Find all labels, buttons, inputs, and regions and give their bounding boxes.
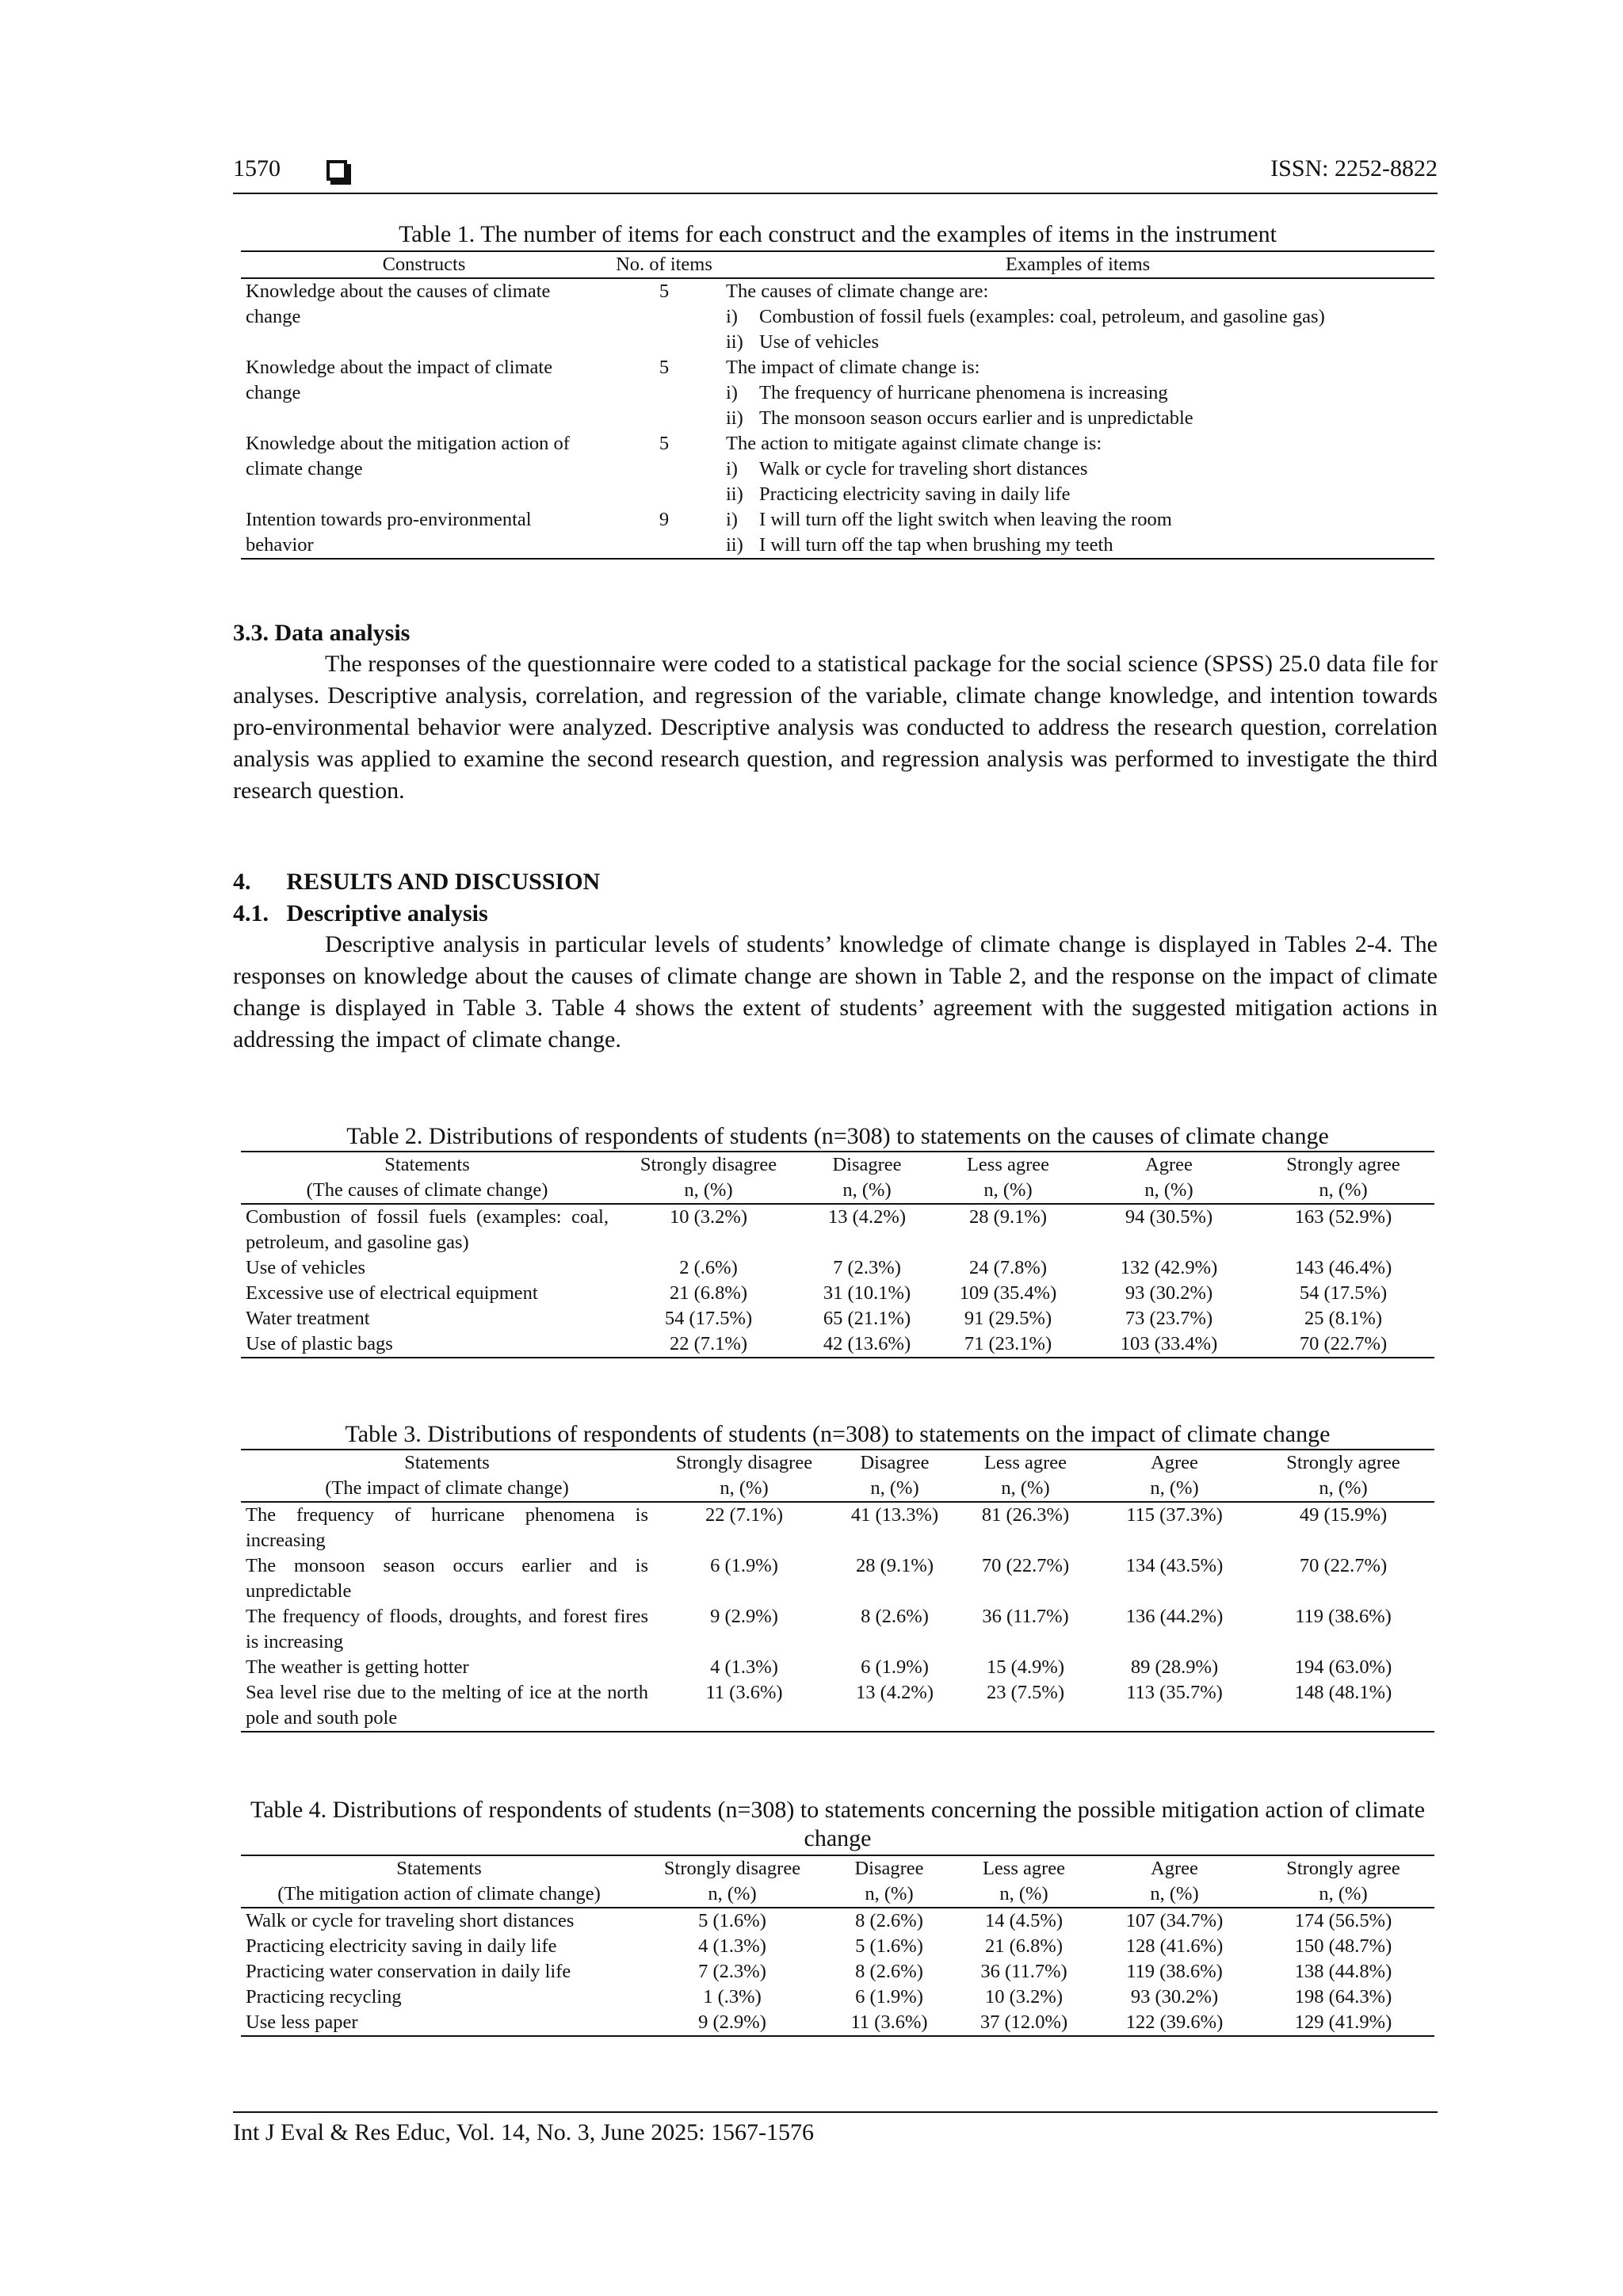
table1-header-items: No. of items bbox=[607, 251, 721, 278]
table1-item-count: 5 bbox=[659, 433, 670, 454]
table1-example-number: ii) bbox=[726, 331, 743, 353]
table2-subheader: n, (%) bbox=[930, 1178, 1086, 1204]
table2-subheader: (The causes of climate change) bbox=[241, 1178, 613, 1204]
table3-row bbox=[241, 1553, 1434, 1604]
table2-statement: Excessive use of electrical equipment bbox=[246, 1282, 538, 1304]
table3-row bbox=[241, 1655, 1434, 1680]
table1-example-item bbox=[726, 507, 1430, 533]
table1-example-number: ii) bbox=[726, 407, 743, 429]
table3-cell: 36 (11.7%) bbox=[982, 1606, 1069, 1627]
square-icon bbox=[327, 160, 347, 181]
table3-cell: 136 (44.2%) bbox=[1125, 1606, 1224, 1627]
table2-subheader: n, (%) bbox=[804, 1178, 930, 1204]
table2-cell: 109 (35.4%) bbox=[959, 1282, 1057, 1304]
section-4-1-heading: 4.1. Descriptive analysis bbox=[233, 900, 488, 926]
table2-cell: 103 (33.4%) bbox=[1086, 1331, 1252, 1358]
table1 bbox=[241, 250, 1434, 560]
table1-construct: Intention towards pro-environmental behavior bbox=[241, 507, 607, 559]
table3-statement: The weather is getting hotter bbox=[246, 1656, 469, 1678]
table2-cell: 42 (13.6%) bbox=[804, 1331, 930, 1358]
issn: ISSN: 2252-8822 bbox=[1270, 155, 1438, 181]
table2-cell: 94 (30.5%) bbox=[1125, 1206, 1213, 1228]
table2-header: Agree bbox=[1086, 1152, 1252, 1178]
table4-subheader: (The mitigation action of climate change) bbox=[241, 1881, 637, 1908]
table4-caption: Table 4. Distributions of respondents of students (n=308) to statements concerning the possible mitigation action of climate change bbox=[250, 1797, 1426, 1851]
table4-row bbox=[241, 1959, 1434, 1985]
table3-subheader: n, (%) bbox=[1252, 1476, 1434, 1502]
table4-cell: 128 (41.6%) bbox=[1125, 1935, 1224, 1957]
table2-row bbox=[241, 1281, 1434, 1306]
page-number: 1570 bbox=[233, 155, 281, 181]
table4-header: Strongly disagree bbox=[637, 1855, 827, 1881]
table2-cell: 54 (17.5%) bbox=[664, 1308, 753, 1329]
table1-example-number: i) bbox=[726, 382, 738, 403]
table4 bbox=[241, 1855, 1434, 2037]
table3-cell: 15 (4.9%) bbox=[987, 1656, 1064, 1678]
table2-cell: 21 (6.8%) bbox=[670, 1282, 747, 1304]
table3-subheader: (The impact of climate change) bbox=[241, 1476, 653, 1502]
table2-cell: 163 (52.9%) bbox=[1294, 1206, 1392, 1228]
table3-row bbox=[241, 1680, 1434, 1732]
table1-example-number: i) bbox=[726, 306, 738, 327]
table3-subheader: n, (%) bbox=[954, 1476, 1097, 1502]
table1-example-item bbox=[726, 406, 1430, 431]
table1-header-examples: Examples of items bbox=[721, 251, 1434, 278]
table2-statement: Combustion of fossil fuels (examples: coal, petroleum, and gasoline gas) bbox=[246, 1206, 609, 1253]
table1-examples-intro: The action to mitigate against climate change is: bbox=[726, 433, 1102, 454]
table4-header: Agree bbox=[1097, 1855, 1252, 1881]
table4-statement: Use less paper bbox=[241, 2010, 637, 2036]
table4-row bbox=[241, 1908, 1434, 1934]
table4-subheader: n, (%) bbox=[951, 1881, 1097, 1908]
table3-row bbox=[241, 1604, 1434, 1655]
section-3-3-heading: 3.3. Data analysis bbox=[233, 620, 411, 646]
table1-construct: Knowledge about the mitigation action of climate change bbox=[246, 433, 570, 479]
table2-cell: 10 (3.2%) bbox=[670, 1206, 747, 1228]
table3-cell: 9 (2.9%) bbox=[710, 1606, 778, 1627]
table1-construct: Knowledge about the causes of climate change bbox=[246, 281, 551, 327]
table2-statement: Use of plastic bags bbox=[241, 1331, 613, 1358]
table2-cell: 13 (4.2%) bbox=[828, 1206, 906, 1228]
table1-examples-intro: The causes of climate change are: bbox=[726, 281, 989, 302]
table3-cell: 28 (9.1%) bbox=[856, 1555, 934, 1576]
table3-cell: 22 (7.1%) bbox=[705, 1504, 783, 1526]
section-3-3-paragraph bbox=[233, 648, 1438, 807]
table1-example-text: Walk or cycle for traveling short distances bbox=[759, 458, 1088, 479]
table4-header: Disagree bbox=[827, 1855, 951, 1881]
table1-example-number: ii) bbox=[726, 483, 743, 505]
table4-header: Strongly agree bbox=[1252, 1855, 1434, 1881]
table3-caption: Table 3. Distributions of respondents of students (n=308) to statements on the impact of climate change bbox=[345, 1421, 1331, 1447]
table2-header: Less agree bbox=[930, 1152, 1086, 1178]
table3-statement: The frequency of floods, droughts, and forest fires is increasing bbox=[246, 1606, 648, 1652]
table3-cell: 81 (26.3%) bbox=[981, 1504, 1070, 1526]
table3-cell: 49 (15.9%) bbox=[1299, 1504, 1388, 1526]
table4-subheader: n, (%) bbox=[1252, 1881, 1434, 1908]
table3-cell: 89 (28.9%) bbox=[1130, 1656, 1219, 1678]
table3-subheader: n, (%) bbox=[1097, 1476, 1252, 1502]
table3 bbox=[241, 1449, 1434, 1733]
table4-cell: 107 (34.7%) bbox=[1125, 1910, 1224, 1931]
table3-cell: 41 (13.3%) bbox=[850, 1504, 939, 1526]
table1-example-item bbox=[726, 304, 1430, 330]
table3-cell: 194 (63.0%) bbox=[1294, 1656, 1392, 1678]
table1-row bbox=[241, 431, 1434, 507]
table2-cell: 2 (.6%) bbox=[679, 1257, 738, 1278]
table3-row bbox=[241, 1502, 1434, 1553]
table3-cell: 8 (2.6%) bbox=[861, 1606, 929, 1627]
table1-example-item bbox=[726, 457, 1430, 482]
table2-cell: 143 (46.4%) bbox=[1294, 1257, 1392, 1278]
table2-cell: 132 (42.9%) bbox=[1120, 1257, 1218, 1278]
table4-cell: 93 (30.2%) bbox=[1130, 1986, 1219, 2008]
table4-cell: 6 (1.9%) bbox=[855, 1986, 923, 2008]
table1-construct: Knowledge about the impact of climate change bbox=[246, 357, 553, 403]
table4-cell: 5 (1.6%) bbox=[855, 1935, 923, 1957]
table1-example-item bbox=[726, 380, 1430, 406]
table2-cell: 65 (21.1%) bbox=[823, 1308, 911, 1329]
table1-item-count: 5 bbox=[659, 281, 670, 302]
table1-header-constructs: Constructs bbox=[241, 251, 607, 278]
table4-cell: 5 (1.6%) bbox=[698, 1910, 766, 1931]
table2-cell: 70 (22.7%) bbox=[1252, 1331, 1434, 1358]
table2-cell: 93 (30.2%) bbox=[1125, 1282, 1213, 1304]
table2-row bbox=[241, 1255, 1434, 1281]
table2-header: Disagree bbox=[804, 1152, 930, 1178]
table4-cell: 129 (41.9%) bbox=[1252, 2010, 1434, 2036]
table4-cell: 11 (3.6%) bbox=[827, 2010, 951, 2036]
table1-example-number: ii) bbox=[726, 534, 743, 556]
table2-cell: 91 (29.5%) bbox=[964, 1308, 1052, 1329]
table4-subheader: n, (%) bbox=[637, 1881, 827, 1908]
table3-header: Statements bbox=[241, 1450, 653, 1476]
running-header bbox=[233, 155, 1438, 195]
table3-cell: 119 (38.6%) bbox=[1295, 1606, 1392, 1627]
table2-row bbox=[241, 1306, 1434, 1331]
footer-rule bbox=[233, 2111, 1438, 2113]
table4-cell: 1 (.3%) bbox=[703, 1986, 762, 2008]
table1-example-text: Combustion of fossil fuels (examples: coal, petroleum, and gasoline gas) bbox=[759, 306, 1325, 327]
table2-cell: 22 (7.1%) bbox=[613, 1331, 804, 1358]
table1-row bbox=[241, 278, 1434, 355]
table4-row bbox=[241, 1985, 1434, 2010]
table1-example-text: The monsoon season occurs earlier and is unpredictable bbox=[759, 407, 1193, 429]
table2-cell: 71 (23.1%) bbox=[930, 1331, 1086, 1358]
table2-cell: 7 (2.3%) bbox=[833, 1257, 901, 1278]
table1-example-text: I will turn off the light switch when leaving the room bbox=[759, 509, 1172, 530]
table2-cell: 31 (10.1%) bbox=[823, 1282, 911, 1304]
table3-statement: The monsoon season occurs earlier and is unpredictable bbox=[246, 1555, 648, 1602]
table3-cell: 148 (48.1%) bbox=[1252, 1680, 1434, 1732]
table1-example-number: i) bbox=[726, 509, 738, 530]
table2-row bbox=[241, 1204, 1434, 1255]
table4-cell: 198 (64.3%) bbox=[1294, 1986, 1392, 2008]
table2-statement: Use of vehicles bbox=[246, 1257, 366, 1278]
table4-cell: 138 (44.8%) bbox=[1294, 1961, 1392, 1982]
table4-cell: 119 (38.6%) bbox=[1126, 1961, 1223, 1982]
section-4-1-paragraph bbox=[233, 929, 1438, 1056]
table4-cell: 36 (11.7%) bbox=[980, 1961, 1067, 1982]
table1-row bbox=[241, 507, 1434, 559]
table1-example-text: Use of vehicles bbox=[759, 331, 880, 353]
table1-example-text: Practicing electricity saving in daily life bbox=[759, 483, 1071, 505]
table2-cell: 73 (23.7%) bbox=[1125, 1308, 1213, 1329]
table4-subheader: n, (%) bbox=[827, 1881, 951, 1908]
table1-examples bbox=[721, 431, 1434, 507]
table1-caption: Table 1. The number of items for each construct and the examples of items in the instrument bbox=[399, 221, 1277, 247]
table3-cell: 70 (22.7%) bbox=[1299, 1555, 1388, 1576]
table4-statement: Practicing electricity saving in daily life bbox=[246, 1935, 557, 1957]
table1-example-text: The frequency of hurricane phenomena is increasing bbox=[759, 382, 1168, 403]
table3-cell: 4 (1.3%) bbox=[710, 1656, 778, 1678]
table2-header: Strongly disagree bbox=[613, 1152, 804, 1178]
table2-cell: 24 (7.8%) bbox=[969, 1257, 1047, 1278]
table3-cell: 115 (37.3%) bbox=[1126, 1504, 1223, 1526]
table2-caption: Table 2. Distributions of respondents of students (n=308) to statements on the causes of climate change bbox=[346, 1123, 1329, 1149]
table4-cell: 21 (6.8%) bbox=[985, 1935, 1063, 1957]
table3-header: Strongly agree bbox=[1252, 1450, 1434, 1476]
table1-item-count: 9 bbox=[607, 507, 721, 559]
table1-example-number: i) bbox=[726, 458, 738, 479]
table4-statement: Walk or cycle for traveling short distances bbox=[246, 1910, 575, 1931]
header-rule bbox=[233, 193, 1438, 194]
table2-row bbox=[241, 1331, 1434, 1358]
table4-header: Less agree bbox=[951, 1855, 1097, 1881]
table1-examples bbox=[721, 278, 1434, 355]
table4-cell: 8 (2.6%) bbox=[855, 1910, 923, 1931]
footer-citation: Int J Eval & Res Educ, Vol. 14, No. 3, June 2025: 1567-1576 bbox=[233, 2119, 815, 2145]
section-4-1-text: Descriptive analysis in particular levels of students’ knowledge of climate change is displayed in Tables 2-4. The responses on knowledge about the causes of climate change are shown in Table 2, and the response on the impact of climate change is displayed in Table 3. Table 4 shows the extent of students’ agreement with the suggested mitigation actions in addressing the impact of climate change. bbox=[233, 931, 1438, 1052]
table2-cell: 25 (8.1%) bbox=[1304, 1308, 1382, 1329]
table1-example-item bbox=[726, 533, 1430, 558]
table4-cell: 122 (39.6%) bbox=[1097, 2010, 1252, 2036]
table2-statement: Water treatment bbox=[246, 1308, 370, 1329]
table1-example-item bbox=[726, 482, 1430, 507]
table3-subheader: n, (%) bbox=[653, 1476, 835, 1502]
table4-statement: Practicing water conservation in daily life bbox=[246, 1961, 571, 1982]
table4-cell: 9 (2.9%) bbox=[637, 2010, 827, 2036]
table2-subheader: n, (%) bbox=[613, 1178, 804, 1204]
table4-cell: 7 (2.3%) bbox=[698, 1961, 766, 1982]
table3-header: Agree bbox=[1097, 1450, 1252, 1476]
table3-cell: 6 (1.9%) bbox=[710, 1555, 778, 1576]
table4-header: Statements bbox=[241, 1855, 637, 1881]
table2-cell: 54 (17.5%) bbox=[1299, 1282, 1388, 1304]
table1-row bbox=[241, 355, 1434, 431]
table3-header: Disagree bbox=[835, 1450, 954, 1476]
table4-cell: 14 (4.5%) bbox=[985, 1910, 1063, 1931]
table2-subheader: n, (%) bbox=[1086, 1178, 1252, 1204]
table3-cell: 70 (22.7%) bbox=[981, 1555, 1070, 1576]
table3-statement: Sea level rise due to the melting of ice at the north pole and south pole bbox=[241, 1680, 653, 1732]
table3-cell: 11 (3.6%) bbox=[653, 1680, 835, 1732]
table4-cell: 37 (12.0%) bbox=[951, 2010, 1097, 2036]
table1-examples bbox=[721, 355, 1434, 431]
table2 bbox=[241, 1151, 1434, 1358]
table2-header: Statements bbox=[241, 1152, 613, 1178]
table3-cell: 134 (43.5%) bbox=[1125, 1555, 1224, 1576]
table4-row bbox=[241, 2010, 1434, 2036]
table3-cell: 113 (35.7%) bbox=[1097, 1680, 1252, 1732]
table3-cell: 6 (1.9%) bbox=[861, 1656, 929, 1678]
table4-statement: Practicing recycling bbox=[246, 1986, 402, 2008]
table4-row bbox=[241, 1934, 1434, 1959]
table3-subheader: n, (%) bbox=[835, 1476, 954, 1502]
table1-example-item bbox=[726, 330, 1430, 355]
table4-cell: 174 (56.5%) bbox=[1294, 1910, 1392, 1931]
table4-cell: 150 (48.7%) bbox=[1294, 1935, 1392, 1957]
table3-header: Less agree bbox=[954, 1450, 1097, 1476]
table4-cell: 4 (1.3%) bbox=[698, 1935, 766, 1957]
table3-statement: The frequency of hurricane phenomena is increasing bbox=[246, 1504, 648, 1551]
section-3-3-text: The responses of the questionnaire were coded to a statistical package for the social science (SPSS) 25.0 data file for analyses. Descriptive analysis, correlation, and regression of the variable, climate change knowledge, and intention towards pro-environmental behavior were analyzed. Descriptive analysis was conducted to address the research question, correlation analysis was applied to examine the second research question, and regression analysis was performed to investigate the third research question. bbox=[233, 651, 1438, 804]
table2-header: Strongly agree bbox=[1252, 1152, 1434, 1178]
table4-cell: 8 (2.6%) bbox=[855, 1961, 923, 1982]
table1-example-text: I will turn off the tap when brushing my teeth bbox=[759, 534, 1113, 556]
table3-header: Strongly disagree bbox=[653, 1450, 835, 1476]
table1-examples bbox=[721, 507, 1434, 559]
table2-subheader: n, (%) bbox=[1252, 1178, 1434, 1204]
table3-cell: 23 (7.5%) bbox=[954, 1680, 1097, 1732]
table4-cell: 10 (3.2%) bbox=[985, 1986, 1063, 2008]
table3-cell: 13 (4.2%) bbox=[835, 1680, 954, 1732]
table1-examples-intro: The impact of climate change is: bbox=[726, 357, 980, 378]
table1-item-count: 5 bbox=[659, 357, 670, 378]
table2-cell: 28 (9.1%) bbox=[969, 1206, 1047, 1228]
table4-subheader: n, (%) bbox=[1097, 1881, 1252, 1908]
section-4-heading: 4. RESULTS AND DISCUSSION bbox=[233, 869, 601, 895]
